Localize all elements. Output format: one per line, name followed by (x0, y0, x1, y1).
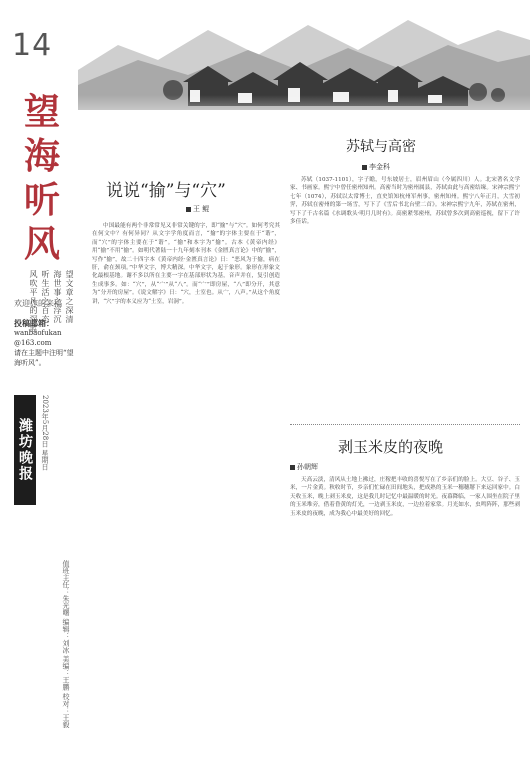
contact-note: 请在主题中注明“望海听风”。 (14, 349, 74, 367)
staff-credits: 值班主任：朱光曙 编辑：刘冰 美编：王鹏 校对：王毅 (62, 560, 70, 728)
section-title (12, 90, 72, 266)
article-author: 李金科 (369, 163, 390, 171)
byline-marker-icon (362, 165, 367, 170)
byline-marker-icon (290, 465, 295, 470)
slogan-line: 听生活之百态 (41, 270, 50, 324)
slogan-line: 望文章之深清 (65, 270, 74, 324)
divider (290, 424, 520, 425)
article-body: 中国最能有两个非常常见又非常关键的字，即“揄”与“穴”。如何考究其在何文中？有何异同？从文字学角度而言，“揄”的字体主要在于“谐”，而“穴”的字体主要在于“谐”。“揄”和本字为“揄”。古本《黄帝内经》用“揄”不用“揄”。如明代著陆一十九年刻本刊本《金匮真言论》中的“揄”，写作“揄”，故二十四字本《黄帝内经·金匮真言论》日：“恶风为于揄，病在肝，俞在颈项。”中华文字，博大精深。中华文字，起于象形。象形在形象文化最根基地。谢不多以所在主要一字在基部形状为基，音声并在，复引创造生成事多。如：“穴”，从“宀”从“八”。而“宀”即房屋，“八”即分开，其意为“分开的房屋”。《说文解字》日：“穴，土室也。从宀，八声。”从这个角度讲，“穴”字的本义应为“土室，岩洞”。 (92, 223, 280, 305)
contact-label: 投稿邮箱： (14, 318, 54, 328)
section-title-char: 听 (23, 179, 60, 221)
slogan-line: 风吹平凡的深蓝 (29, 270, 38, 333)
article-byline (290, 462, 318, 472)
landscape-illustration (78, 0, 530, 138)
article-author: 王 鲲 (193, 205, 210, 213)
contact-email: wanbaofukan (14, 329, 62, 337)
article-title: 苏轼与高密 (346, 139, 416, 155)
section-title-char: 海 (23, 135, 60, 177)
article-byline (362, 162, 390, 172)
newspaper-logo: 潍坊晚报 (14, 395, 36, 505)
page-number: 14 (12, 28, 53, 63)
article-title: 剥玉米皮的夜晚 (338, 438, 444, 456)
slogan-line: 海世事之浮沉 (53, 270, 62, 324)
article-byline (186, 204, 209, 214)
publication-date: 2023年5月28日 星期日 (41, 395, 49, 471)
contact-info (14, 318, 76, 368)
section-title-char: 望 (23, 91, 60, 133)
article-body: 苏轼（1037-1101），字子瞻，号东坡居士，眉州眉山（今属四川）人。北宋著名文学家、书画家。熙宁中曾任密州知州。高密当时为密州属县，苏轼由此与高密结缘。宋神宗熙宁七年（1074），苏轼以太常博士，直史馆知杭州军州事，密州知州。熙宁八年正月，大雪初霁，苏轼在密州的第一场雪，写下了《雪后书北台壁二首》。宋神宗熙宁九年，苏轼在密州，写下了千古名篇《水调歌头·明月几时有》。高密紧邻密州，苏轼曾多次到高密巡视，留下了许多佳话。 (290, 177, 520, 226)
article-title: 说说“揄”与“穴” (106, 181, 226, 201)
contact-domain: @163.com (14, 339, 52, 347)
section-title-char: 风 (23, 223, 60, 265)
welcome-text: 欢迎您的来稿 (14, 299, 62, 308)
byline-marker-icon (186, 207, 191, 212)
article-author: 孙朝辉 (297, 463, 318, 471)
article-body: 天高云淡，清风从土地上拂过，庄稼把丰收的喜悦写在了乡亲们的脸上。大豆、谷子、玉米，一片金黄。秋收时节，乡亲们忙碌在田间地头，把成熟的玉米一穗穗掰下来运回家中。白天收玉米，晚上剥玉米皮，这是我儿时记忆中最温暖的时光。夜幕降临，一家人围坐在院子里的玉米堆旁，借着昏黄的灯光，一边剥玉米皮，一边拉着家常。月光如水，虫鸣阵阵，那些剥玉米皮的夜晚，成为我心中最美好的回忆。 (290, 477, 520, 517)
